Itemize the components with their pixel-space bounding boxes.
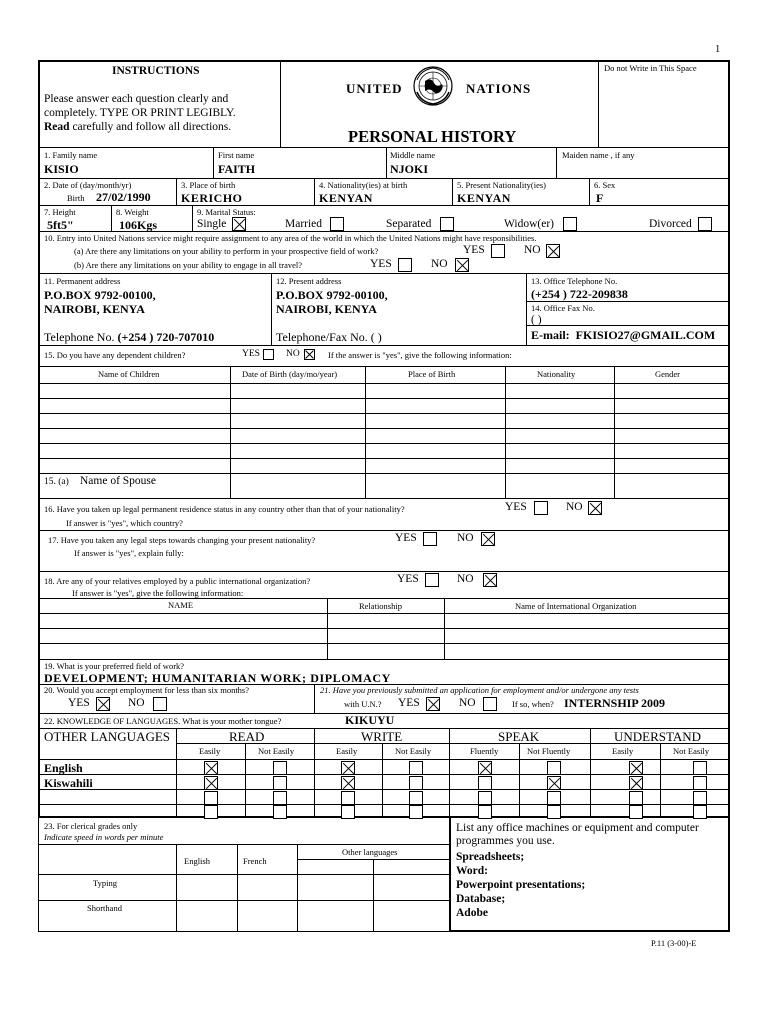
q17-yes-label: YES <box>395 532 417 544</box>
col-children-dob: Date of Birth (day/mo/year) <box>242 369 338 379</box>
lang3-understand-easily-checkbox[interactable] <box>629 791 643 805</box>
english-read-easily-checkbox[interactable] <box>204 761 218 775</box>
understand-not-easily-header: Not Easily <box>673 746 710 756</box>
q15-no-checkbox[interactable] <box>304 349 315 360</box>
english-understand-easily-checkbox[interactable] <box>629 761 643 775</box>
q21-no-label: NO <box>459 697 476 709</box>
q10a-yes-checkbox[interactable] <box>491 244 505 258</box>
lang4-write-not-easily-checkbox[interactable] <box>409 805 423 819</box>
lang4-speak-not-fluently-checkbox[interactable] <box>547 805 561 819</box>
first-name-label: First name <box>218 150 255 160</box>
machines-line1: List any office machines or equipment and computer <box>456 822 699 834</box>
q19-answer: DEVELOPMENT; HUMANITARIAN WORK; DIPLOMACY <box>44 671 391 685</box>
marital-divorced-checkbox[interactable] <box>698 217 712 231</box>
kiswahili-understand-easily-checkbox[interactable] <box>629 776 643 790</box>
office-telephone-value: (+254 ) 722-209838 <box>531 287 628 301</box>
english-speak-fluently-checkbox[interactable] <box>478 761 492 775</box>
kiswahili-read-easily-checkbox[interactable] <box>204 776 218 790</box>
q15-no-label: NO <box>286 349 300 359</box>
dob-label: 2. Date of (day/month/yr) <box>44 180 132 190</box>
mother-tongue: KIKUYU <box>345 713 395 727</box>
q21-yes-checkbox[interactable] <box>426 697 440 711</box>
org-name-left: UNITED <box>346 81 403 96</box>
org-name-right: NATIONS <box>466 81 532 96</box>
sex-label: 6. Sex <box>594 180 616 190</box>
q20-no-label: NO <box>128 697 145 709</box>
form-code: P.11 (3-00)-E <box>651 938 697 948</box>
q20-yes-label: YES <box>68 697 90 709</box>
q18-question: 18. Are any of your relatives employed by a public international organization? <box>44 576 311 586</box>
speak-not-fluently-header: Not Fluently <box>527 746 571 756</box>
col-children-nationality: Nationality <box>537 369 576 379</box>
q10b-question: (b) Are there any limitations on your ability to engage in all travel? <box>74 260 303 270</box>
lang3-write-easily-checkbox[interactable] <box>341 791 355 805</box>
lang4-read-easily-checkbox[interactable] <box>204 805 218 819</box>
nationality-birth-label: 4. Nationality(ies) at birth <box>319 180 408 190</box>
marital-single-checkbox[interactable] <box>232 217 246 231</box>
weight-value: 106Kgs <box>119 218 158 232</box>
col-children-gender: Gender <box>655 369 681 379</box>
office-fax-label: 14. Office Fax No. <box>531 303 595 313</box>
q17-no-checkbox[interactable] <box>481 532 495 546</box>
q15-if-yes: If the answer is "yes", give the following information: <box>328 350 512 360</box>
permanent-address-label: 11. Permanent address <box>44 276 121 286</box>
spouse-number: 15. (a) <box>44 477 69 487</box>
lang3-speak-fluently-checkbox[interactable] <box>478 791 492 805</box>
read-easily-header: Easily <box>199 746 221 756</box>
do-not-write-label: Do not Write in This Space <box>604 63 697 73</box>
lang3-read-easily-checkbox[interactable] <box>204 791 218 805</box>
lang3-write-not-easily-checkbox[interactable] <box>409 791 423 805</box>
pob-label: 3. Place of birth <box>181 180 236 190</box>
q10b-no-checkbox[interactable] <box>455 258 469 272</box>
english-write-not-easily-checkbox[interactable] <box>409 761 423 775</box>
q18-sub: If answer is "yes", give the following information: <box>72 588 244 598</box>
language-1: English <box>44 761 83 775</box>
marital-separated-checkbox[interactable] <box>440 217 454 231</box>
q19-question: 19. What is your preferred field of work? <box>44 661 185 671</box>
present-address-line1: P.O.BOX 9792-00100, <box>276 288 388 302</box>
height-label: 7. Height <box>44 207 76 217</box>
office-telephone-label: 13. Office Telephone No. <box>531 276 618 286</box>
understand-easily-header: Easily <box>612 746 634 756</box>
q15-question: 15. Do you have any dependent children? <box>44 350 186 360</box>
q22-question: 22. KNOWLEDGE OF LANGUAGES. What is your mother tongue? <box>44 716 282 726</box>
q10b-yes-label: YES <box>370 258 392 270</box>
shorthand-label: Shorthand <box>87 903 122 913</box>
nationality-present-label: 5. Present Nationality(ies) <box>457 180 546 190</box>
machine-4: Database; <box>456 893 506 905</box>
q10b-yes-checkbox[interactable] <box>398 258 412 272</box>
kiswahili-read-not-easily-checkbox[interactable] <box>273 776 287 790</box>
marital-single-label: Single <box>197 218 227 230</box>
q10b-no-label: NO <box>431 258 448 270</box>
q15-yes-checkbox[interactable] <box>263 349 274 360</box>
q21-yes-label: YES <box>398 697 420 709</box>
col-children-pob: Place of Birth <box>408 369 456 379</box>
q21-when-label: If so, when? <box>512 699 554 709</box>
q17-question: 17. Have you taken any legal steps towards changing your present nationality? <box>48 535 316 545</box>
form-title: PERSONAL HISTORY <box>348 127 517 146</box>
first-name: FAITH <box>218 162 256 176</box>
q17-sub: If answer is "yes", explain fully: <box>74 548 184 558</box>
dob-birth-label: Birth <box>67 193 85 203</box>
machines-line2: programmes you use. <box>456 835 555 847</box>
clerical-other-header: Other languages <box>342 847 398 857</box>
marital-divorced-label: Divorced <box>649 218 692 230</box>
kiswahili-write-not-easily-checkbox[interactable] <box>409 776 423 790</box>
permanent-address-line2: NAIROBI, KENYA <box>44 302 145 316</box>
q21-no-checkbox[interactable] <box>483 697 497 711</box>
clerical-french-header: French <box>243 856 267 866</box>
machine-2: Word: <box>456 865 488 877</box>
q16-no-checkbox[interactable] <box>588 501 602 515</box>
col-relatives-relationship: Relationship <box>359 601 402 611</box>
q20-question: 20. Would you accept employment for less than six months? <box>44 685 250 695</box>
present-address-line2: NAIROBI, KENYA <box>276 302 377 316</box>
q16-yes-label: YES <box>505 501 527 513</box>
permanent-address-line1: P.O.BOX 9792-00100, <box>44 288 156 302</box>
kiswahili-speak-not-fluently-checkbox[interactable] <box>547 776 561 790</box>
height-value: 5ft5" <box>47 218 74 232</box>
other-languages-label: OTHER LANGUAGES <box>44 729 171 744</box>
instructions-line1: Please answer each question clearly and <box>44 93 229 105</box>
place-of-birth: KERICHO <box>181 191 243 205</box>
q18-yes-label: YES <box>397 573 419 585</box>
present-address-label: 12. Present address <box>276 276 342 286</box>
q23-sub: Indicate speed in words per minute <box>44 832 164 842</box>
middle-name-label: Middle name <box>390 150 436 160</box>
read-not-easily-header: Not Easily <box>258 746 295 756</box>
office-fax-value: ( ) <box>531 314 542 326</box>
family-name-label: 1. Family name <box>44 150 98 160</box>
q21-answer: INTERNSHIP 2009 <box>564 696 666 710</box>
page-number: 1 <box>715 44 721 55</box>
lang3-understand-not-easily-checkbox[interactable] <box>693 791 707 805</box>
q21-question: 21. Have you previously submitted an application for employment and/or undergone any tests <box>320 685 639 695</box>
telephone-label: Telephone No. (+254 ) 720-707010 <box>44 330 215 344</box>
english-speak-not-fluently-checkbox[interactable] <box>547 761 561 775</box>
q18-no-label: NO <box>457 573 474 585</box>
q20-yes-checkbox[interactable] <box>96 697 110 711</box>
speak-header: SPEAK <box>498 729 540 744</box>
nationality-birth: KENYAN <box>319 191 373 205</box>
kiswahili-write-easily-checkbox[interactable] <box>341 776 355 790</box>
write-header: WRITE <box>361 729 403 744</box>
lang4-read-not-easily-checkbox[interactable] <box>273 805 287 819</box>
speak-fluently-header: Fluently <box>470 746 499 756</box>
instructions-line2: completely. TYPE OR PRINT LEGIBLY. <box>44 107 236 119</box>
q16-sub: If answer is "yes", which country? <box>66 518 183 528</box>
nationality-present: KENYAN <box>457 191 511 205</box>
middle-name: NJOKI <box>390 162 429 176</box>
machine-1: Spreadsheets; <box>456 851 525 863</box>
english-understand-not-easily-checkbox[interactable] <box>693 761 707 775</box>
marital-married-checkbox[interactable] <box>330 217 344 231</box>
col-relatives-name: NAME <box>168 600 194 610</box>
write-easily-header: Easily <box>336 746 358 756</box>
weight-label: 8. Weight <box>116 207 149 217</box>
lang4-speak-fluently-checkbox[interactable] <box>478 805 492 819</box>
un-emblem-icon <box>411 64 455 108</box>
kiswahili-understand-not-easily-checkbox[interactable] <box>693 776 707 790</box>
col-relatives-org: Name of International Organization <box>515 601 637 611</box>
kiswahili-speak-fluently-checkbox[interactable] <box>478 776 492 790</box>
q10-intro: 10. Entry into United Nations service might require assignment to any area of the world in which the United Nations might have responsibilities. <box>44 233 537 243</box>
q20-no-checkbox[interactable] <box>153 697 167 711</box>
write-not-easily-header: Not Easily <box>395 746 432 756</box>
q23-label: 23. For clerical grades only <box>44 821 138 831</box>
marital-widow-checkbox[interactable] <box>563 217 577 231</box>
q18-yes-checkbox[interactable] <box>425 573 439 587</box>
lang3-read-not-easily-checkbox[interactable] <box>273 791 287 805</box>
q21-question-line2: with U.N.? <box>344 699 382 709</box>
telephone-value: (+254 ) 720-707010 <box>117 330 215 344</box>
language-2: Kiswahili <box>44 776 93 790</box>
lang3-speak-not-fluently-checkbox[interactable] <box>547 791 561 805</box>
instructions-title: INSTRUCTIONS <box>112 65 200 77</box>
q17-no-label: NO <box>457 532 474 544</box>
q10a-yes-label: YES <box>463 244 485 256</box>
instructions-line3: Read carefully and follow all directions. <box>44 121 232 133</box>
english-read-not-easily-checkbox[interactable] <box>273 761 287 775</box>
q17-yes-checkbox[interactable] <box>423 532 437 546</box>
q16-question: 16. Have you taken up legal permanent residence status in any country other than that of your nationality? <box>44 504 405 514</box>
telephone-fax-label: Telephone/Fax No. ( ) <box>276 330 382 344</box>
marital-widow-label: Widow(er) <box>504 218 554 230</box>
q10a-question: (a) Are there any limitations on your ability to perform in your prospective field of work? <box>74 246 379 256</box>
understand-header: UNDERSTAND <box>614 729 702 744</box>
machine-5: Adobe <box>456 907 488 919</box>
typing-label: Typing <box>93 878 117 888</box>
q16-yes-checkbox[interactable] <box>534 501 548 515</box>
lang4-understand-easily-checkbox[interactable] <box>629 805 643 819</box>
col-children-name: Name of Children <box>98 369 160 379</box>
family-name: KISIO <box>44 162 79 176</box>
sex-value: F <box>596 191 604 205</box>
lang4-write-easily-checkbox[interactable] <box>341 805 355 819</box>
read-header: READ <box>229 729 265 744</box>
q16-no-label: NO <box>566 501 583 513</box>
email-value: FKISIO27@GMAIL.COM <box>575 328 716 342</box>
machine-3: Powerpoint presentations; <box>456 879 586 891</box>
marital-married-label: Married <box>285 218 323 230</box>
q15-yes-label: YES <box>242 349 260 359</box>
date-of-birth: 27/02/1990 <box>96 190 151 204</box>
maiden-name-label: Maiden name , if any <box>562 150 635 160</box>
marital-separated-label: Separated <box>386 218 432 230</box>
english-write-easily-checkbox[interactable] <box>341 761 355 775</box>
q10a-no-label: NO <box>524 244 541 256</box>
lang4-understand-not-easily-checkbox[interactable] <box>693 805 707 819</box>
q10a-no-checkbox[interactable] <box>546 244 560 258</box>
clerical-english-header: English <box>184 856 210 866</box>
spouse-label: Name of Spouse <box>80 475 157 487</box>
email: E-mail: FKISIO27@GMAIL.COM <box>531 328 716 342</box>
q18-no-checkbox[interactable] <box>483 573 497 587</box>
marital-label: 9. Marital Status: <box>197 207 256 217</box>
